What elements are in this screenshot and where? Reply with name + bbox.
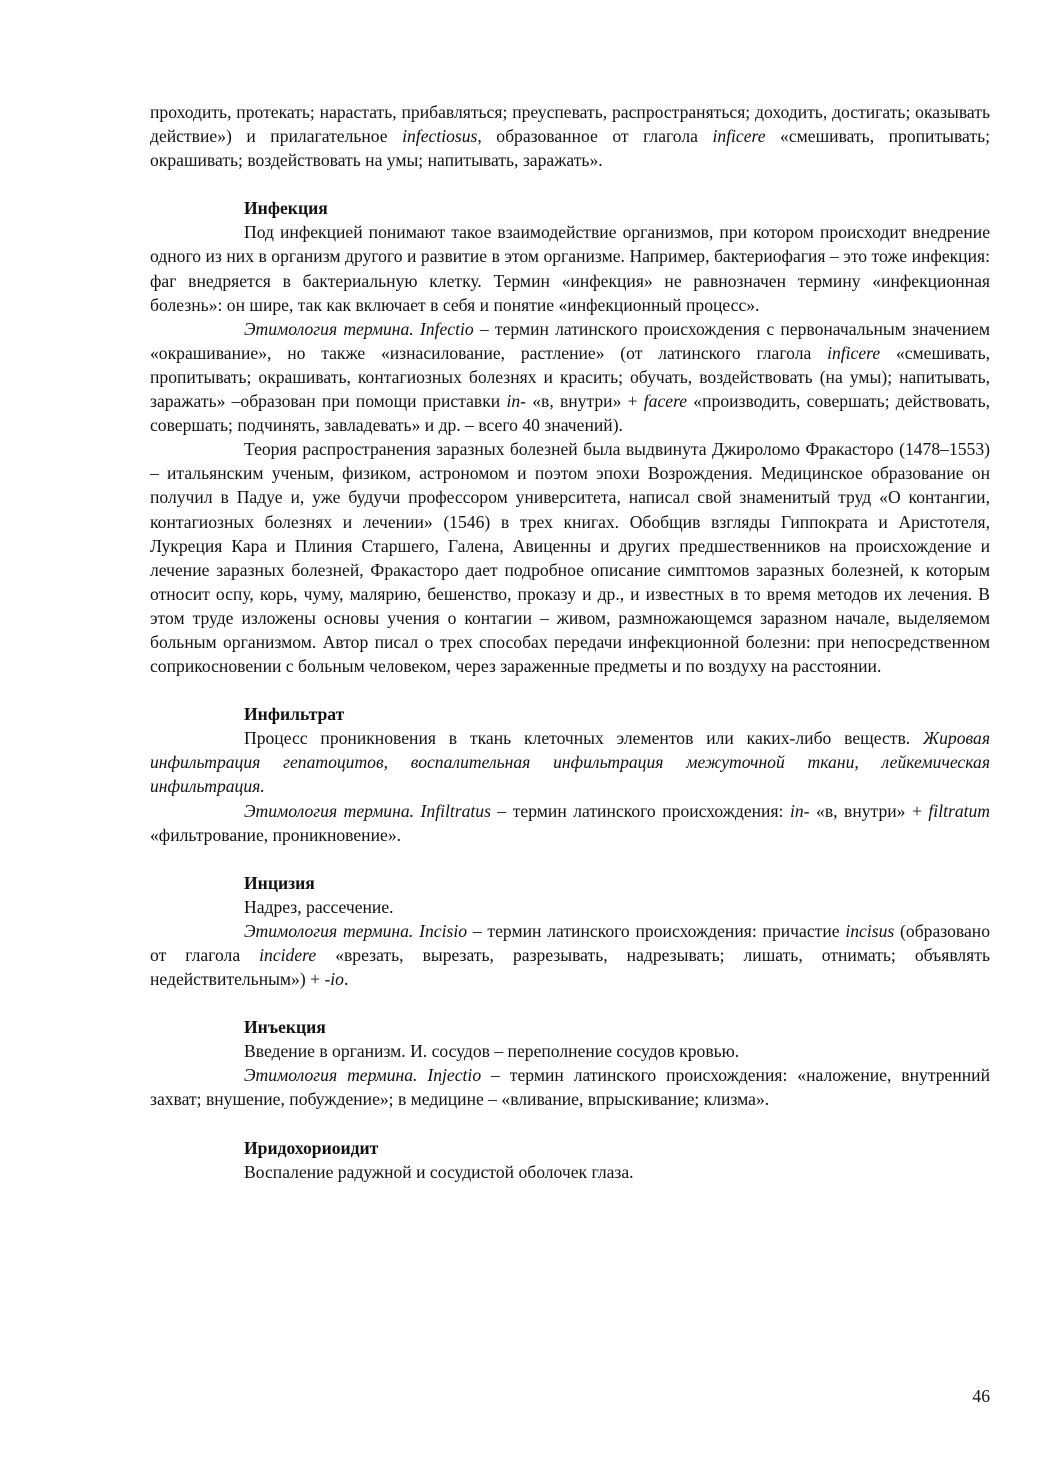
- injection-etymology: Этимология термина. Injectio – термин латинского происхождения: «наложение, внутренний захват; внушение, побуждение»; в медицине – «вливание, впрыскивание; клизма».: [150, 1065, 990, 1110]
- entry-heading-iridochoroiditis: Иридохориоидит: [244, 1137, 379, 1158]
- infiltrate-definition: Процесс проникновения в ткань клеточных элементов или каких-либо веществ. Жировая инфильтрация гепатоцитов, воспалительная инфильтрация межуточной ткани, лейкемическая инфильтрация.: [150, 728, 990, 797]
- injection-definition: Введение в организм. И. сосудов – переполнение сосудов кровью.: [244, 1041, 740, 1062]
- page-number: 46: [972, 1386, 990, 1406]
- infection-history: Теория распространения заразных болезней была выдвинута Джироломо Фракасторо (1478–1553) – итальянским ученым, физиком, астрономом и поэтом эпохи Возрождения. Медицинское образование он получил в Падуе и, уже будучи профессором университета, написал свой знаменитый труд «О контангии, контагиозных болезнях и лечении» (1546) в трех книгах. Обобщив взгляды Гиппократа и Аристотеля, Лукреция Кара и Плиния Старшего, Галена, Авиценны и других предшественников на происхождение и лечение заразных болезней, Фракасторо дает подробное описание симптомов заразных болезней, к которым относит оспу, корь, чуму, малярию, бешенство, проказу и др., и известных в то время методов их лечения. В этом труде изложены основы учения о контагии – живом, размножающемся заразном начале, выделяемом больным организмом. Автор писал о трех способах передачи инфекционной болезни: при непосредственном соприкосновении с больным человеком, через зараженные предметы и по воздуху на расстоянии.: [150, 439, 990, 677]
- entry-heading-injection: Инъекция: [244, 1017, 326, 1038]
- entry-heading-infiltrate: Инфильтрат: [244, 704, 345, 725]
- infection-etymology: Этимология термина. Infectio – термин латинского происхождения с первоначальным значением «окрашивание», но также «изнасилование, растление» (от латинского глагола inficere «смешивать, пропитывать; окрашивать, контагиозных болезнях и красить; обучать, воздействовать (на умы); напитывать, заражать» –образован при помощи приставки in- «в, внутри» + facere «производить, совершать; действовать, совершать; подчинять, завладевать» и др. – всего 40 значений).: [150, 318, 991, 436]
- document-page: [150, 100, 990, 1184]
- infection-definition: Под инфекцией понимают такое взаимодействие организмов, при котором происходит внедрение одного из них в организм другого и развитие в этом организме. Например, бактериофагия – это тоже инфекция: фаг внедряется в бактериальную клетку. Термин «инфекция» не равнозначен термину «инфекционная болезнь»: он шире, так как включает в себя и понятие «инфекционный процесс».: [150, 222, 990, 315]
- infiltrate-etymology: Этимология термина. Infiltratus – термин латинского происхождения: in- «в, внутри» + filtratum «фильтрование, проникновение».: [150, 800, 991, 845]
- incision-etymology: Этимология термина. Incisio – термин латинского происхождения: причастие incisus (образовано от глагола incidere «врезать, вырезать, разрезывать, надрезывать; лишать, отнимать; объявлять недействительным») + -io.: [150, 920, 990, 990]
- iridochoroiditis-definition: Воспаление радужной и сосудистой оболочек глаза.: [244, 1161, 634, 1182]
- intro-paragraph: проходить, протекать; нарастать, прибавляться; преуспевать, распространяться; доходить, достигать; оказывать действие») и прилагательное infectiosus, образованное от глагола inficere «смешивать, пропитывать; окрашивать; воздействовать на умы; напитывать, заражать».: [150, 102, 990, 171]
- entry-heading-incision: Инцизия: [244, 872, 315, 893]
- entry-heading-infection: Инфекция: [244, 198, 328, 219]
- incision-definition: Надрез, рассечение.: [244, 896, 394, 917]
